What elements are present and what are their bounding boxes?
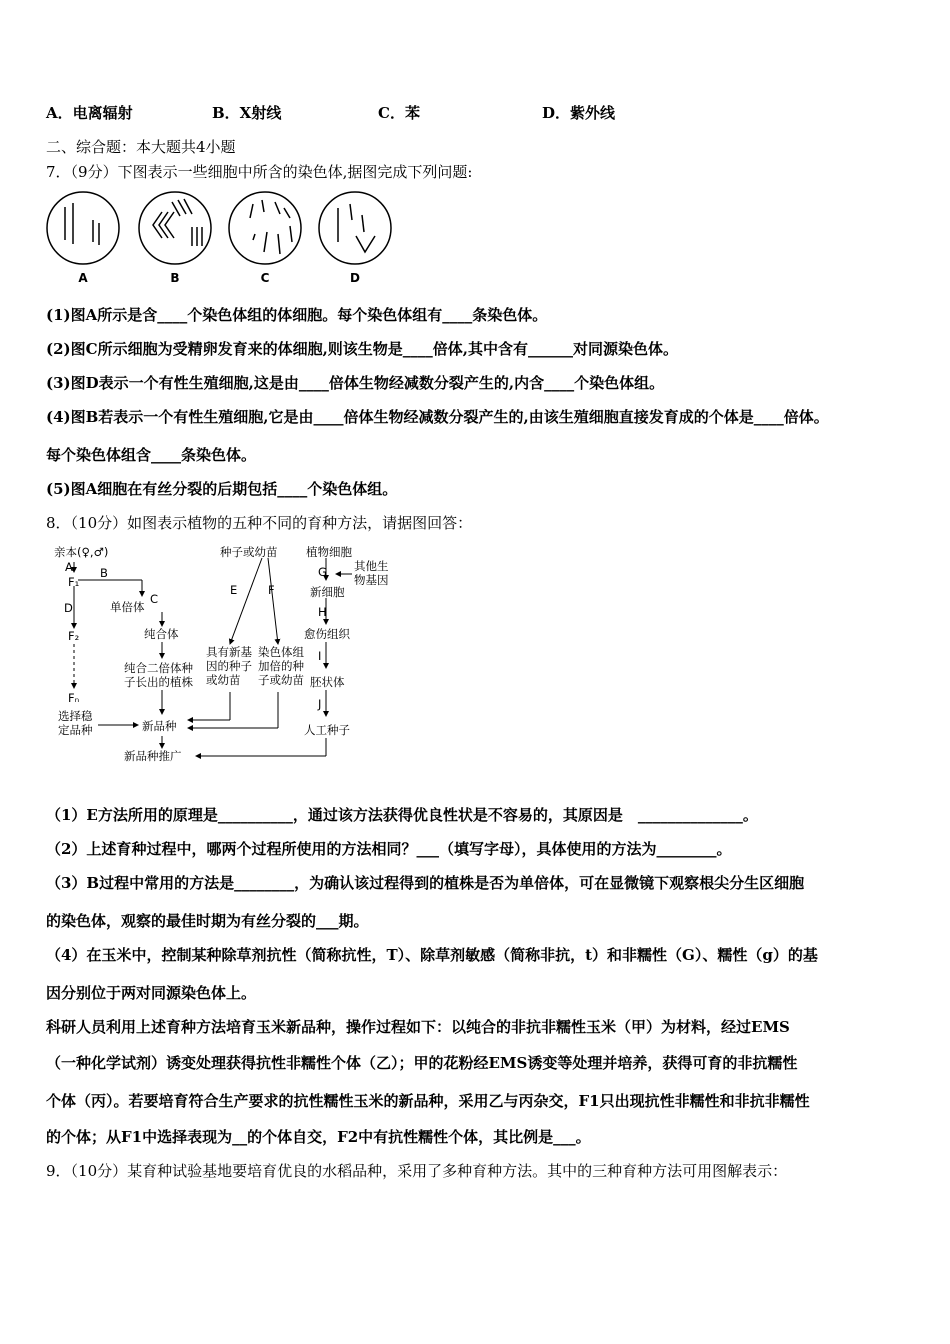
cell-label-c: C [260,271,270,285]
cell-d-circle [319,192,391,264]
diag-pure: 纯合体 [144,627,179,641]
diag-f1: F₁ [68,575,80,589]
cell-b-circle [139,192,211,264]
option-d: D．紫外线 [542,104,616,122]
section-heading: 二、综合题：本大题共4小题 [46,138,236,156]
diag-label-a: A [65,560,73,574]
diag-chrom-3: 子或幼苗 [258,673,304,687]
q8-item-4: （4）在玉米中，控制某种除草剂抗性（简称抗性，T）、除草剂敏感（简称非抗，t）和非糯性（G）、糯性（g）的基 [46,946,818,964]
option-c: C．苯 [378,104,420,122]
q8-breeding-diagram [52,540,412,770]
diag-pure-plant-1: 纯合二倍体种 [124,661,193,675]
diag-chrom-1: 染色体组 [258,645,304,659]
diag-new-variety: 新品种 [142,719,177,733]
q7-item-4-cont: 每个染色体组含____条染色体。 [46,446,257,464]
q7-cell-figure [40,190,400,290]
diag-label-e: E [230,583,238,597]
option-b: B．X射线 [212,104,282,122]
diag-embryoid: 胚状体 [310,675,345,689]
cell-a-circle [47,192,119,264]
diag-other-2: 物基因 [354,573,389,587]
cell-label-a: A [78,271,88,285]
diag-artificial-seed: 人工种子 [304,723,350,737]
diag-plant-cell: 植物细胞 [306,545,352,559]
diag-callus: 愈伤组织 [304,627,350,641]
diag-pure-plant-2: 子长出的植株 [124,675,193,689]
q8-para-3: 个体（丙）。若要培育符合生产要求的抗性糯性玉米的新品种，采用乙与丙杂交，F1只出现抗性非糯性和非抗非糯性 [46,1092,810,1110]
diag-label-h: H [318,605,327,619]
diag-label-b: B [100,566,108,580]
diag-label-j: J [318,697,322,711]
q8-para-1: 科研人员利用上述育种方法培育玉米新品种，操作过程如下：以纯合的非抗非糯性玉米（甲）为材料，经过EMS [46,1018,790,1036]
diag-label-i: I [318,649,322,663]
diag-chrom-2: 加倍的种 [258,659,304,673]
diag-gene-1: 具有新基 [206,645,252,659]
diag-gene-2: 因的种子 [206,659,252,673]
q7-item-2: (2)图C所示细胞为受精卵发育来的体细胞,则该生物是____倍体,其中含有______对同源染色体。 [46,340,679,358]
q7-stem: 7．（9分）下图表示一些细胞中所含的染色体,据图完成下列问题: [46,163,473,181]
diag-seed: 种子或幼苗 [220,545,278,559]
q7-item-3: (3)图D表示一个有性生殖细胞,这是由____倍体生物经减数分裂产生的,内含____个染色体组。 [46,374,665,392]
diag-parent: 亲本(♀,♂) [54,545,109,559]
q8-item-4-cont: 因分别位于两对同源染色体上。 [46,984,257,1002]
q8-para-2: （一种化学试剂）诱变处理获得抗性非糯性个体（乙）；甲的花粉经EMS诱变等处理并培养，获得可育的非抗糯性 [46,1054,798,1072]
diag-label-c: C [150,592,159,606]
q8-item-2: （2）上述育种过程中，哪两个过程所使用的方法相同？___（填写字母），具体使用的方法为________。 [46,840,732,858]
diag-fn: Fₙ [68,691,80,705]
diag-select-2: 定品种 [58,723,93,737]
q7-item-4: (4)图B若表示一个有性生殖细胞,它是由____倍体生物经减数分裂产生的,由该生殖细胞直接发育成的个体是____倍体。 [46,408,829,426]
cell-label-b: B [170,271,180,285]
q7-item-5: (5)图A细胞在有丝分裂的后期包括____个染色体组。 [46,480,398,498]
q8-item-3-cont: 的染色体，观察的最佳时期为有丝分裂的___期。 [46,912,369,930]
diag-other-1: 其他生 [354,559,389,573]
diag-haploid: 单倍体 [110,600,145,614]
q8-item-3: （3）B过程中常用的方法是________，为确认该过程得到的植株是否为单倍体，可在显微镜下观察根尖分生区细胞 [46,874,805,892]
q7-item-1: (1)图A所示是含____个染色体组的体细胞。每个染色体组有____条染色体。 [46,306,548,324]
cell-label-d: D [350,271,360,285]
option-a: A．电离辐射 [46,104,133,122]
diag-label-d: D [64,601,73,615]
q8-stem: 8．（10分）如图表示植物的五种不同的育种方法，请据图回答： [46,514,473,532]
diag-new-cell: 新细胞 [310,585,345,599]
diag-select-1: 选择稳 [58,709,93,723]
diag-label-g: G [318,565,327,579]
diag-f2: F₂ [68,629,80,643]
diag-label-f: F [268,583,275,597]
q8-item-1: （1）E方法所用的原理是__________，通过该方法获得优良性状是不容易的，其原因是 ______________。 [46,806,758,824]
diag-gene-3: 或幼苗 [206,673,241,687]
diag-promote: 新品种推广 [124,749,182,763]
q8-para-4: 的个体；从F1中选择表现为__的个体自交，F2中有抗性糯性个体，其比例是___。 [46,1128,591,1146]
q9-stem: 9．（10分）某育种试验基地要培育优良的水稻品种，采用了多种育种方法。其中的三种育种方法可用图解表示： [46,1162,788,1180]
